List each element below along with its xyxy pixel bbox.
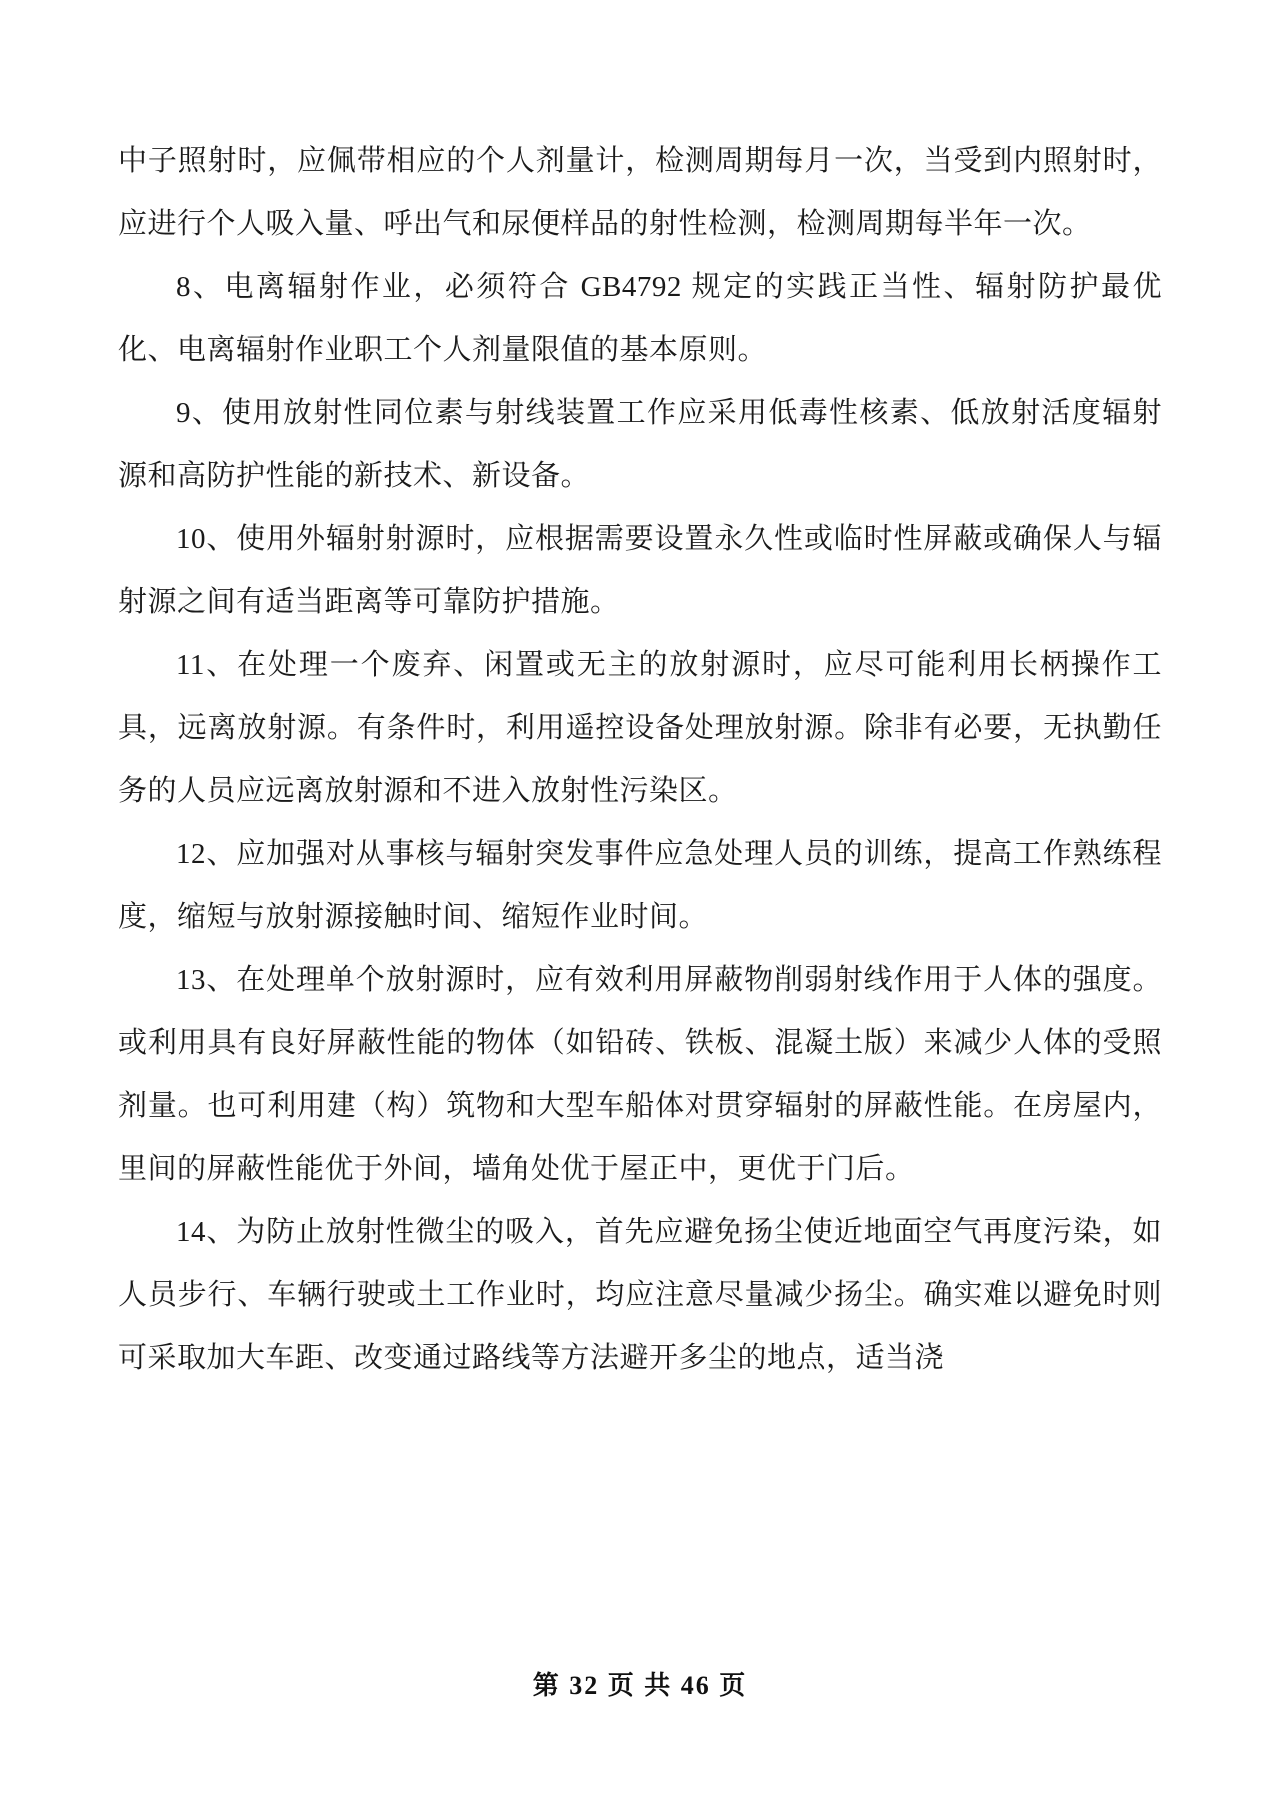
paragraph: 中子照射时，应佩带相应的个人剂量计，检测周期每月一次，当受到内照射时，应进行个人吸入量、呼出气和尿便样品的射性检测，检测周期每半年一次。 [118,145,1162,240]
document-body [118,130,1162,1390]
paragraph: 10、使用外辐射射源时，应根据需要设置永久性或临时性屏蔽或确保人与辐射源之间有适当距离等可靠防护措施。 [118,523,1162,618]
page-footer: 第 32 页 共 46 页 [532,1671,748,1700]
paragraph: 8、电离辐射作业，必须符合 GB4792 规定的实践正当性、辐射防护最优化、电离辐射作业职工个人剂量限值的基本原则。 [118,271,1162,366]
paragraph: 14、为防止放射性微尘的吸入，首先应避免扬尘使近地面空气再度污染，如人员步行、车辆行驶或土工作业时，均应注意尽量减少扬尘。确实难以避免时则可采取加大车距、改变通过路线等方法避开多尘的地点，适当浇 [118,1216,1162,1374]
paragraph: 12、应加强对从事核与辐射突发事件应急处理人员的训练，提高工作熟练程度，缩短与放射源接触时间、缩短作业时间。 [118,838,1162,933]
paragraph: 11、在处理一个废弃、闲置或无主的放射源时，应尽可能利用长柄操作工具，远离放射源。有条件时，利用遥控设备处理放射源。除非有必要，无执勤任务的人员应远离放射源和不进入放射性污染区。 [118,649,1162,807]
paragraph: 9、使用放射性同位素与射线装置工作应采用低毒性核素、低放射活度辐射源和高防护性能的新技术、新设备。 [118,397,1162,492]
paragraph: 13、在处理单个放射源时，应有效利用屏蔽物削弱射线作用于人体的强度。或利用具有良好屏蔽性能的物体（如铅砖、铁板、混凝土版）来减少人体的受照剂量。也可利用建（构）筑物和大型车船体对贯穿辐射的屏蔽性能。在房屋内，里间的屏蔽性能优于外间，墙角处优于屋正中，更优于门后。 [118,964,1162,1185]
